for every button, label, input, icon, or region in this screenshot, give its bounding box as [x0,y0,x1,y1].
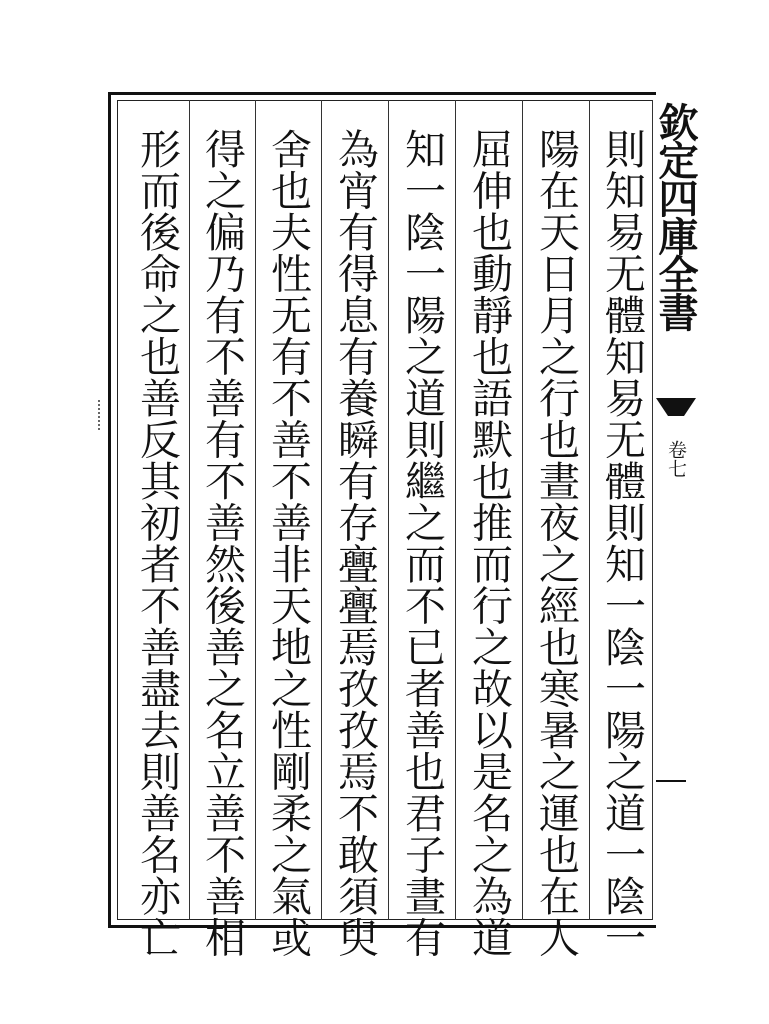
column-rule [255,100,256,920]
text-column-3: 屈伸也動靜也語默也推而行之故以是名之為道 [465,128,513,958]
text-column-1: 則知易无體知易无體則知一陰一陽之道一陰一 [598,128,646,958]
fish-tail-mark [656,398,696,416]
margin-book-title: 欽定四庫全書 [652,102,699,330]
text-column-6: 舍也夫性无有不善不善非天地之性剛柔之氣或 [264,128,312,958]
text-column-8: 形而後命之也善反其初者不善盡去則善名亦亡 [133,128,181,958]
text-column-5: 為宵有得息有養瞬有存亹亹焉孜孜焉不敢須臾 [331,128,379,958]
column-rule [522,100,523,920]
margin-rule [656,780,686,782]
text-column-4: 知一陰一陽之道則繼之而不已者善也君子晝有 [398,128,446,958]
binding-marks [98,400,106,430]
text-column-2: 陽在天日月之行也晝夜之經也寒暑之運也在人 [532,128,580,958]
column-rule [455,100,456,920]
column-rule [388,100,389,920]
column-rule [189,100,190,920]
text-column-7: 得之偏乃有不善有不善然後善之名立善不善相 [198,128,246,958]
column-rule [589,100,590,920]
column-rule [321,100,322,920]
margin-volume-number: 卷七 [665,440,687,478]
